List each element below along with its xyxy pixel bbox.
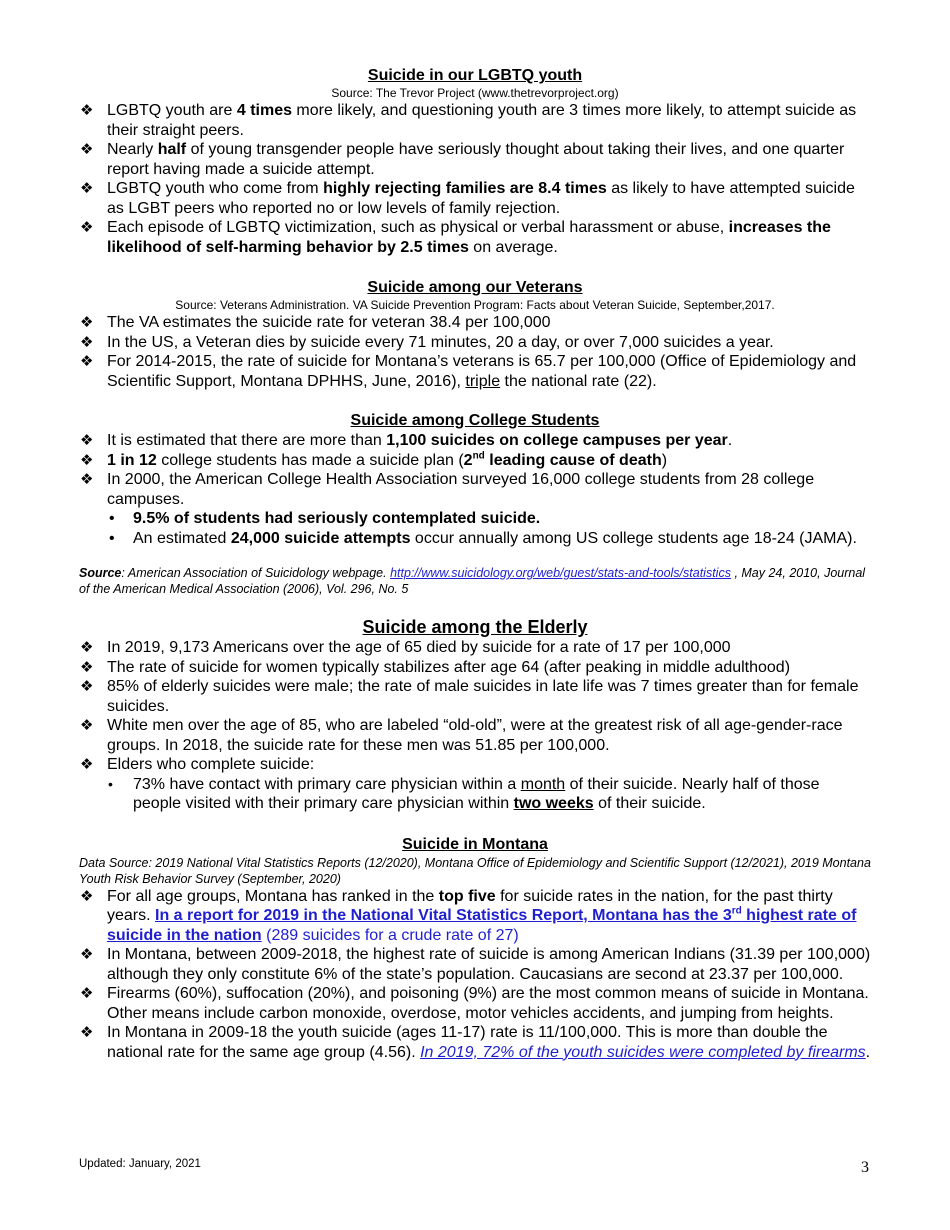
list-item: ❖ Elders who complete suicide: [80, 755, 315, 773]
list-item: ❖ For all age groups, Montana has ranked in the top five for suicide rates in the nation, for the past thirty years. In a report for 2019 in the National Vital Statistics Report, Montana has the 3rd highest rate of suicide in the nation (289 suicides for a crude rate of 27) [80, 886, 857, 944]
list-item: ❖ 85% of elderly suicides were male; the rate of male suicides in late life was 7 times greater than for female suicides. [80, 677, 859, 715]
diamond-bullet-icon: ❖ [80, 313, 94, 331]
list-item: ❖ In 2019, 9,173 Americans over the age of 65 died by suicide for a rate of 17 per 100,000 [80, 638, 731, 656]
list-item: ❖ For 2014-2015, the rate of suicide for Montana’s veterans is 65.7 per 100,000 (Office of Epidemiology and Scientific Support, Montana DPHHS, June, 2016), triple the national rate (22). [80, 352, 857, 390]
veterans-list [79, 313, 871, 391]
list-item: ❖ In the US, a Veteran dies by suicide every 71 minutes, 20 a day, or over 7,000 suicides a year. [80, 332, 774, 351]
diamond-bullet-icon: ❖ [80, 431, 94, 449]
lgbtq-list [79, 101, 871, 257]
list-item: ❖ The rate of suicide for women typically stabilizes after age 64 (after peaking in middle adulthood) [80, 657, 791, 676]
college-list [79, 431, 871, 509]
elderly-sublist [79, 775, 871, 814]
dot-bullet-icon: • [108, 775, 113, 792]
list-item: ❖ In Montana, between 2009-2018, the highest rate of suicide is among American Indians (31.39 per 100,000) although they only constitute 6% of the state’s population. Caucasians are second at 23.37 per 100,000. [80, 945, 871, 983]
montana-source: Data Source: 2019 National Vital Statistics Reports (12/2020), Montana Office of Epidemiology and Scientific Support (12/2021), 2019 Montana Youth Risk Behavior Survey (September, 2020) [79, 855, 871, 886]
list-item: • 9.5% of students had seriously contemplated suicide. [109, 510, 541, 527]
diamond-bullet-icon: ❖ [80, 755, 94, 773]
list-item: • 73% have contact with primary care physician within a month of their suicide. Nearly half of those people visited with their primary care physician within two weeks of their suicide. [108, 775, 820, 812]
veterans-title: Suicide among our Veterans [367, 279, 583, 296]
diamond-bullet-icon: ❖ [80, 886, 94, 905]
list-item: • An estimated 24,000 suicide attempts occur annually among US college students age 18-24 (JAMA). [109, 529, 857, 547]
diamond-bullet-icon: ❖ [80, 179, 94, 197]
page-content [79, 66, 871, 1062]
list-item: ❖ In Montana in 2009-18 the youth suicide (ages 11-17) rate is 11/100,000. This is more than double the national rate for the same age group (4.56). In 2019, 72% of the youth suicides were completed by firearms. [80, 1023, 871, 1061]
list-item: ❖ It is estimated that there are more than 1,100 suicides on college campuses per year. [80, 431, 733, 449]
college-title: Suicide among College Students [350, 412, 600, 429]
elderly-title: Suicide among the Elderly [362, 617, 588, 637]
diamond-bullet-icon: ❖ [80, 470, 94, 488]
dot-bullet-icon: • [109, 529, 115, 547]
nvsr-report-link[interactable]: In a report for 2019 in the National Vital Statistics Report, Montana has the 3rd highest rate of suicide in the nation [107, 905, 857, 944]
diamond-bullet-icon: ❖ [80, 1023, 94, 1041]
diamond-bullet-icon: ❖ [80, 716, 94, 734]
list-item: ❖ LGBTQ youth who come from highly rejecting families are 8.4 times as likely to have attempted suicide as LGBT peers who reported no or low levels of family rejection. [80, 179, 855, 217]
diamond-bullet-icon: ❖ [80, 677, 94, 695]
diamond-bullet-icon: ❖ [80, 638, 94, 656]
list-item: ❖ In 2000, the American College Health Association surveyed 16,000 college students from 28 college campuses. [80, 470, 815, 508]
college-sublist [79, 509, 871, 548]
list-item: ❖ Nearly half of young transgender people have seriously thought about taking their lives, and one quarter report having made a suicide attempt. [80, 140, 845, 178]
lgbtq-source: Source: The Trevor Project (www.thetrevorproject.org) [331, 86, 619, 100]
diamond-bullet-icon: ❖ [80, 945, 94, 963]
list-item: ❖ Firearms (60%), suffocation (20%), and poisoning (9%) are the most common means of suicide in Montana. Other means include carbon monoxide, overdose, motor vehicles accidents, and jumping from heights. [80, 984, 869, 1022]
youth-firearms-link[interactable]: In 2019, 72% of the youth suicides were completed by firearms [420, 1043, 866, 1061]
diamond-bullet-icon: ❖ [80, 657, 94, 676]
lgbtq-title: Suicide in our LGBTQ youth [367, 67, 583, 84]
montana-title: Suicide in Montana [402, 835, 548, 853]
diamond-bullet-icon: ❖ [80, 218, 94, 236]
diamond-bullet-icon: ❖ [80, 101, 94, 119]
college-source-note: Source: American Association of Suicidology webpage. http://www.suicidology.org/web/guest/stats-and-tools/statistics , May 24, 2010, Journal of the American Medical Association (2006), Vol. 296, No. 5 [79, 566, 866, 596]
diamond-bullet-icon: ❖ [80, 332, 94, 351]
diamond-bullet-icon: ❖ [80, 984, 94, 1002]
list-item: ❖ Each episode of LGBTQ victimization, such as physical or verbal harassment or abuse, increases the likelihood of self-harming behavior by 2.5 times on average. [80, 218, 831, 256]
suicidology-link[interactable]: http://www.suicidology.org/web/guest/stats-and-tools/statistics [390, 566, 731, 580]
list-item: ❖ White men over the age of 85, who are labeled “old-old”, were at the greatest risk of all age-gender-race groups. In 2018, the suicide rate for these men was 51.85 per 100,000. [80, 716, 843, 754]
dot-bullet-icon: • [109, 510, 115, 527]
diamond-bullet-icon: ❖ [80, 450, 94, 469]
list-item: ❖ 1 in 12 college students has made a suicide plan (2nd leading cause of death) [80, 450, 668, 469]
diamond-bullet-icon: ❖ [80, 140, 94, 158]
montana-list [79, 887, 871, 1063]
veterans-source: Source: Veterans Administration. VA Suicide Prevention Program: Facts about Veteran Suicide, September,2017. [175, 298, 775, 312]
list-item: ❖ LGBTQ youth are 4 times more likely, and questioning youth are 3 times more likely, to attempt suicide as their straight peers. [80, 101, 857, 139]
updated-footer: Updated: January, 2021 [79, 1158, 201, 1170]
page-number: 3 [861, 1159, 869, 1176]
list-item: ❖ The VA estimates the suicide rate for veteran 38.4 per 100,000 [80, 313, 551, 331]
diamond-bullet-icon: ❖ [80, 352, 94, 370]
elderly-list [79, 638, 871, 775]
